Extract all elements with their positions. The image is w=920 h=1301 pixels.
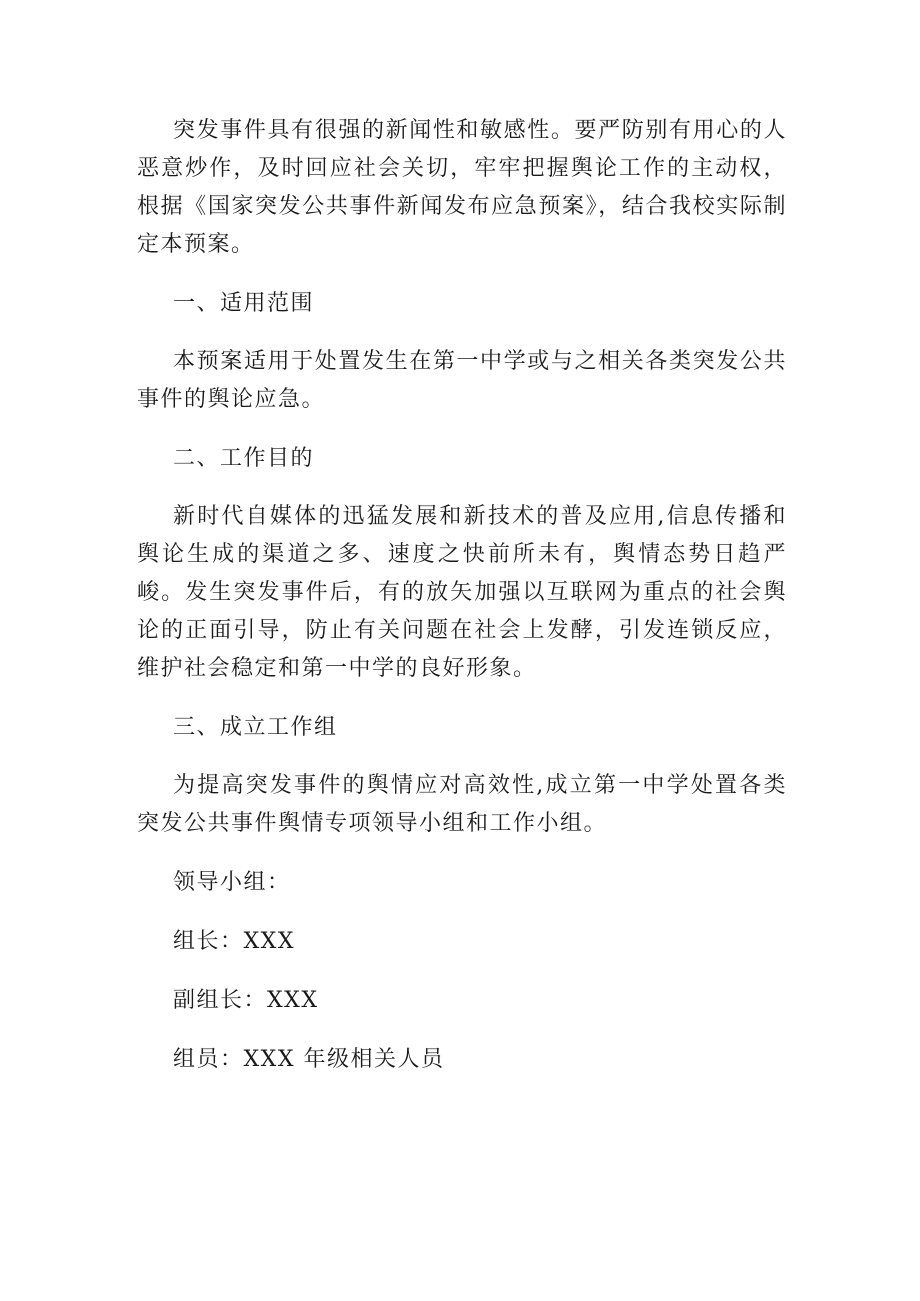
working-group-paragraph: 为提高突发事件的舆情应对高效性,成立第一中学处置各类突发公共事件舆情专项领导小组和工作小组。 [137,773,787,836]
document-body [137,112,787,1079]
leadership-group-label: 领导小组： [173,870,291,895]
scope-paragraph: 本预案适用于处置发生在第一中学或与之相关各类突发公共事件的舆论应急。 [137,349,787,412]
group-members-line: 组员：XXX 年级相关人员 [173,1047,445,1072]
intro-paragraph: 突发事件具有很强的新闻性和敏感性。要严防别有用心的人恶意炒作，及时回应社会关切，牢牢把握舆论工作的主动权，根据《国家突发公共事件新闻发布应急预案》，结合我校实际制定本预案。 [137,118,787,257]
section-heading-purpose: 二、工作目的 [173,446,315,471]
section-heading-scope: 一、适用范围 [173,291,315,316]
purpose-paragraph: 新时代自媒体的迅猛发展和新技术的普及应用,信息传播和舆论生成的渠道之多、速度之快前所未有，舆情态势日趋严峻。发生突发事件后，有的放矢加强以互联网为重点的社会舆论的正面引导，防止有关问题在社会上发酵，引发连锁反应，维护社会稳定和第一中学的良好形象。 [137,504,787,681]
section-heading-working-group: 三、成立工作组 [173,715,338,740]
group-leader-line: 组长：XXX [173,929,295,954]
deputy-leader-line: 副组长：XXX [173,988,319,1013]
